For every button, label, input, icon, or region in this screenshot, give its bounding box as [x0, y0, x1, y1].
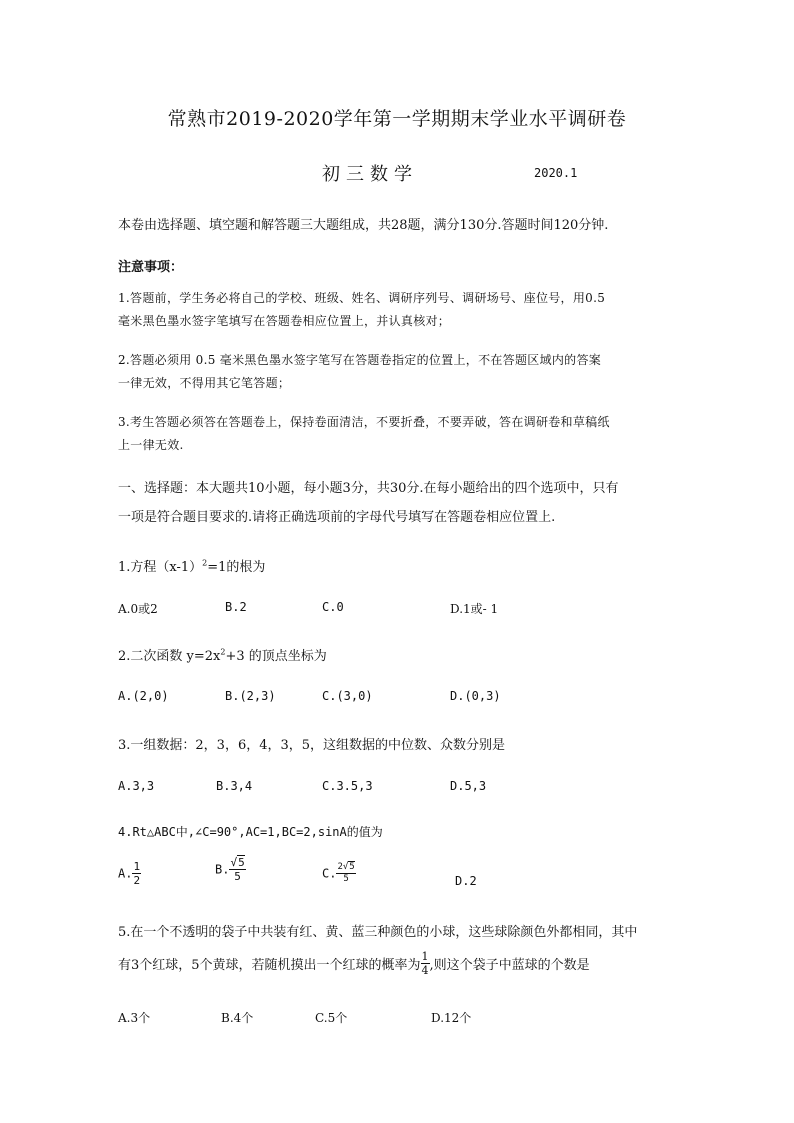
q4-option-c-numerator: [336, 862, 355, 874]
q4-option-b-numerator: [229, 856, 245, 870]
section-1-instructions: [118, 474, 619, 532]
q4-option-c-radicand: 5: [349, 862, 355, 872]
q5-option-a: A.3个: [118, 1011, 151, 1025]
q5-fraction-numerator: 1: [421, 950, 429, 963]
note-2: [118, 349, 601, 395]
q4-option-a-fraction: [132, 860, 141, 887]
q4-option-b: [215, 856, 246, 883]
q4-option-b-label: B.: [215, 862, 230, 877]
q4-option-a-denominator: 2: [133, 874, 141, 887]
question-5-stem-line-2: [118, 950, 590, 977]
section-1-line-1: 一、选择题：本大题共10小题，每小题3分，共30分.在每小题给出的四个选项中，只有: [118, 481, 619, 496]
question-2-stem: [118, 645, 327, 664]
q4-option-b-denominator: 5: [234, 870, 241, 883]
q3-option-b: B.3,4: [216, 779, 253, 793]
q5-fraction-denominator: 4: [421, 964, 429, 977]
note-1-line-2: 毫米黑色墨水签字笔填写在答题卷相应位置上，并认真核对；: [118, 314, 451, 328]
sqrt-icon: √5: [342, 862, 355, 872]
exam-intro: 本卷由选择题、填空题和解答题三大题组成，共28题，满分130分.答题时间120分钟.: [118, 218, 609, 233]
q5-option-c: C.5个: [315, 1011, 348, 1025]
q2-option-d: D.(0,3): [450, 689, 501, 703]
notes-heading: 注意事项：: [118, 260, 184, 275]
section-1-line-2: 一项是符合题目要求的.请将正确选项前的字母代号填写在答题卷相应位置上.: [118, 510, 556, 525]
q2-stem-part-a: 2.二次函数 y=2x: [118, 649, 221, 664]
q4-option-c-coefficient: 2: [337, 862, 343, 872]
q4-option-c: [322, 862, 356, 885]
q1-stem-part-b: =1的根为: [207, 560, 266, 575]
note-2-line-2: 一律无效，不得用其它笔答题；: [118, 376, 291, 390]
q2-stem-part-b: +3 的顶点坐标为: [225, 649, 327, 664]
q2-option-b: B.(2,3): [225, 689, 276, 703]
q1-option-d: D.1或- 1: [450, 602, 499, 616]
q1-option-c: C.0: [322, 600, 344, 614]
q4-option-a-numerator: 1: [133, 860, 141, 873]
q5-probability-fraction: [421, 950, 430, 977]
question-3-stem: 3.一组数据：2，3，6，4，3，5，这组数据的中位数、众数分别是: [118, 738, 506, 753]
q5-option-d: D.12个: [431, 1011, 472, 1025]
q4-option-b-radicand: 5: [238, 856, 245, 869]
exam-title: 常熟市2019-2020学年第一学期期末学业水平调研卷: [167, 108, 627, 130]
sqrt-icon: √5: [230, 856, 245, 869]
q3-option-a: A.3,3: [118, 779, 155, 793]
q2-option-a: A.(2,0): [118, 689, 169, 703]
q2-option-c: C.(3,0): [322, 689, 373, 703]
note-1-line-1: 1.答题前，学生务必将自己的学校、班级、姓名、调研序列号、调研场号、座位号，用0.5: [118, 291, 606, 305]
note-2-line-1: 2.答题必须用 0.5 毫米黑色墨水签字笔写在答题卷指定的位置上，不在答题区域内的答案: [118, 353, 602, 367]
q4-option-c-fraction: [336, 862, 355, 885]
q1-option-b: B.2: [225, 600, 247, 614]
q4-option-c-denominator: 5: [343, 874, 349, 884]
q5-stem-part-b: ,则这个袋子中蓝球的个数是: [429, 958, 590, 973]
q2-exponent: 2: [220, 647, 226, 657]
q5-option-b: B.4个: [221, 1011, 254, 1025]
q1-option-a: A.0或2: [118, 602, 158, 616]
note-1: [118, 287, 605, 333]
exam-date: 2020.1: [534, 166, 578, 180]
q1-exponent: 2: [202, 558, 208, 568]
note-3-line-1: 3.考生答题必须答在答题卷上，保持卷面清洁，不要折叠，不要弄破，答在调研卷和草稿纸: [118, 415, 610, 429]
q4-option-b-fraction: [229, 856, 245, 883]
q3-option-c: C.3.5,3: [322, 779, 373, 793]
q4-option-d: D.2: [455, 874, 477, 888]
question-5-stem-line-1: 5.在一个不透明的袋子中共装有红、黄、蓝三种颜色的小球，这些球除颜色外都相同，其中: [118, 925, 638, 940]
q1-stem-part-a: 1.方程（x-1）: [118, 560, 203, 575]
question-1-stem: [118, 556, 265, 575]
q4-option-a: [118, 860, 141, 887]
q5-stem-part-a: 有3个红球，5个黄球，若随机摸出一个红球的概率为: [118, 958, 421, 973]
q3-option-d: D.5,3: [450, 779, 487, 793]
note-3: [118, 411, 610, 457]
exam-subject: 初三数学: [322, 164, 418, 185]
q4-option-c-label: C.: [322, 866, 337, 881]
q4-option-a-label: A.: [118, 866, 133, 881]
note-3-line-2: 上一律无效.: [118, 438, 184, 452]
question-4-stem: 4.Rt△ABC中,∠C=90°,AC=1,BC=2,sinA的值为: [118, 825, 383, 839]
